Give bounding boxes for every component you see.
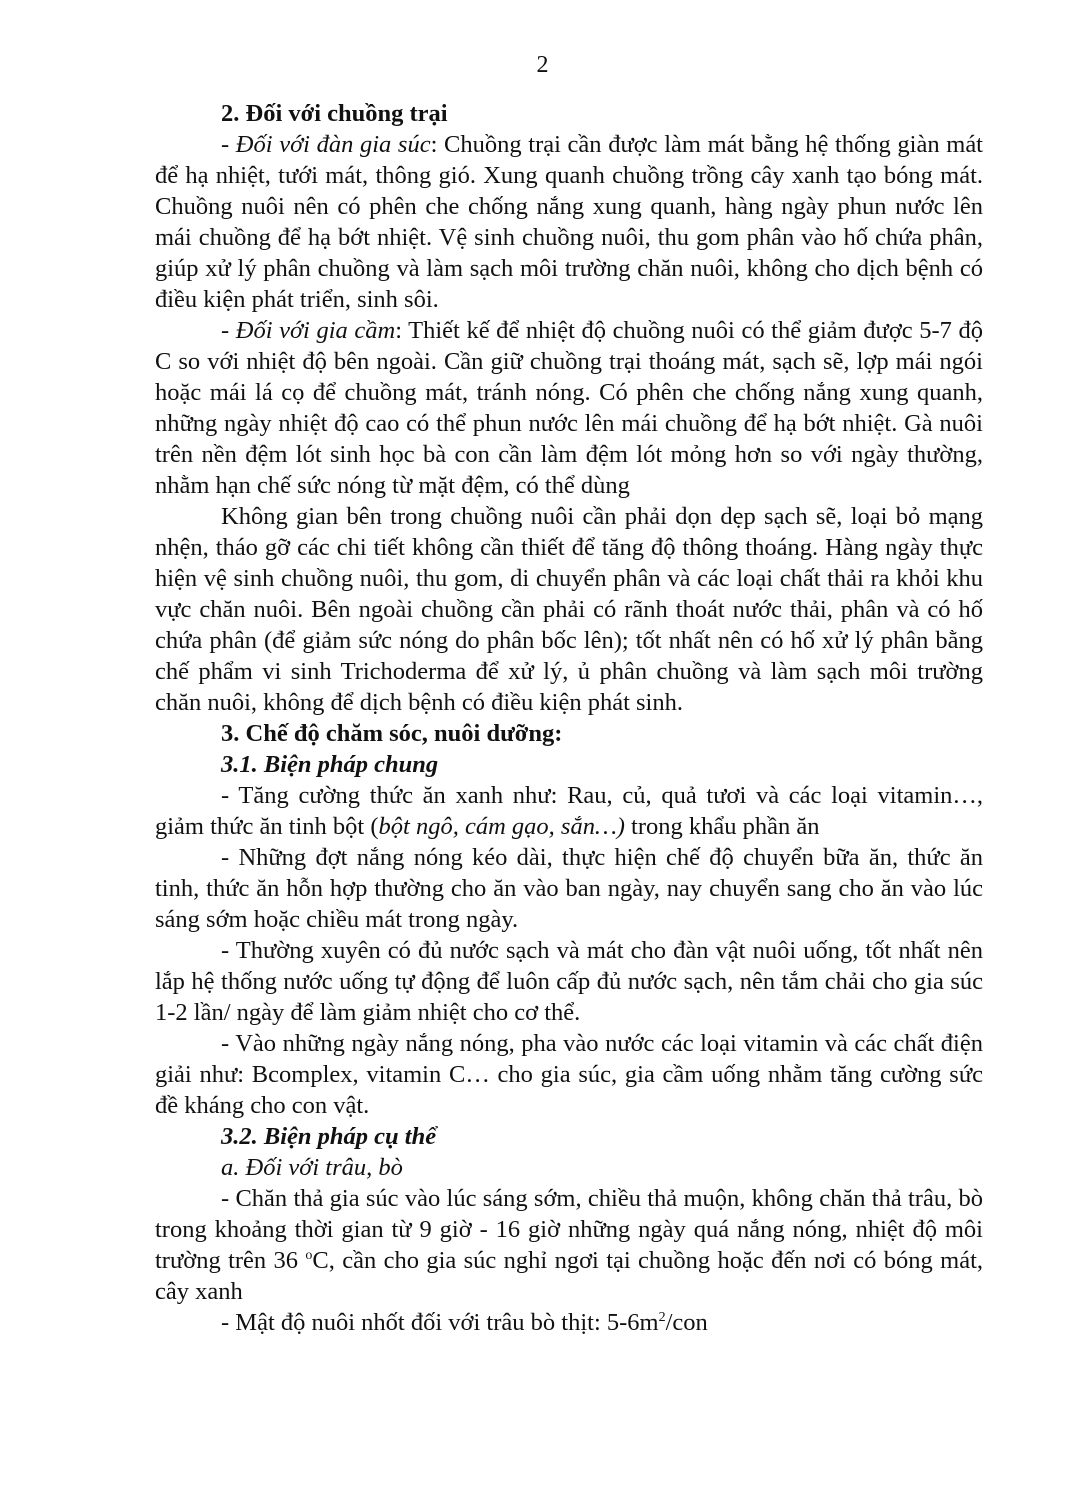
- livestock-paragraph: [155, 129, 983, 315]
- general-item-vitamins: - Vào những ngày nắng nóng, pha vào nước các loại vitamin và các chất điện giải như: Bcomplex, vitamin C… cho gia súc, gia cầm uống nhằm tăng cường sức đề kháng cho con vật.: [155, 1030, 983, 1119]
- square-mark: 2: [658, 1309, 666, 1325]
- livestock-lead: - Đối với đàn gia súc: [221, 131, 431, 158]
- general-item-feed-text: - Tăng cường thức ăn xanh như: Rau, củ, quả tươi và các loại vitamin…, giảm thức ăn tinh bột (: [155, 782, 983, 840]
- degree-mark: o: [305, 1247, 313, 1263]
- general-measures-heading: 3.1. Biện pháp chung: [221, 751, 439, 778]
- section-2-heading: 2. Đối với chuồng trại: [221, 100, 448, 127]
- cattle-item-grazing: [155, 1183, 983, 1307]
- general-item-feed-tail: trong khẩu phần ăn: [624, 813, 820, 840]
- barn-space-paragraph: Không gian bên trong chuồng nuôi cần phải dọn dẹp sạch sẽ, loại bỏ mạng nhện, tháo gỡ các chi tiết không cần thiết để tăng độ thông thoáng. Hàng ngày thực hiện vệ sinh chuồng nuôi, thu gom, di chuyển phân và các loại chất thải ra khỏi khu vực chăn nuôi. Bên ngoài chuồng cần phải có rãnh thoát nước thải, phân và có hố chứa phân (để giảm sức nóng do phân bốc lên); tốt nhất nên có hố xử lý phân bằng chế phẩm vi sinh Trichoderma để xử lý, ủ phân chuồng và làm sạch môi trường chăn nuôi, không để dịch bệnh có điều kiện phát sinh.: [155, 503, 983, 716]
- poultry-lead: - Đối với gia cầm: [221, 317, 396, 344]
- general-item-feed-examples: bột ngô, cám gạo, sắn…): [378, 813, 625, 840]
- general-item-water: - Thường xuyên có đủ nước sạch và mát cho đàn vật nuôi uống, tốt nhất nên lắp hệ thống nước uống tự động để luôn cấp đủ nước sạch, nên tắm chải cho gia súc 1-2 lần/ ngày để làm giảm nhiệt cho cơ thể.: [155, 937, 983, 1026]
- general-item-meals: - Những đợt nắng nóng kéo dài, thực hiện chế độ chuyển bữa ăn, thức ăn tinh, thức ăn hỗn hợp thường cho ăn vào ban ngày, nay chuyển sang cho ăn vào lúc sáng sớm hoặc chiều mát trong ngày.: [155, 844, 983, 933]
- page-number: 2: [536, 52, 549, 78]
- cattle-heading: a. Đối với trâu, bò: [221, 1154, 403, 1181]
- cattle-item-density-text: - Mật độ nuôi nhốt đối với trâu bò thịt: 5-6m: [221, 1309, 659, 1336]
- cattle-item-density-tail: /con: [665, 1309, 708, 1336]
- cattle-item-grazing-tail: C, cần cho gia súc nghỉ ngơi tại chuồng hoặc đến nơi có bóng mát, cây xanh: [155, 1247, 983, 1305]
- poultry-paragraph: [155, 315, 983, 501]
- document-body: [155, 98, 983, 1338]
- general-item-feed: [155, 780, 983, 842]
- section-3-heading: 3. Chế độ chăm sóc, nuôi dưỡng:: [221, 720, 563, 747]
- livestock-text: : Chuồng trại cần được làm mát bằng hệ thống giàn mát để hạ nhiệt, tưới mát, thông gió. Xung quanh chuồng trồng cây xanh tạo bóng mát. Chuồng nuôi nên có phên che chống nắng xung quanh, hàng ngày phun nước lên mái chuồng để hạ bớt nhiệt. Vệ sinh chuồng nuôi, thu gom phân vào hố chứa phân, giúp xử lý phân chuồng và làm sạch môi trường chăn nuôi, không cho dịch bệnh có điều kiện phát triển, sinh sôi.: [155, 131, 983, 313]
- cattle-item-grazing-text: - Chăn thả gia súc vào lúc sáng sớm, chiều thả muộn, không chăn thả trâu, bò trong khoảng thời gian từ 9 giờ - 16 giờ những ngày quá nắng nóng, nhiệt độ môi trường trên 36: [155, 1185, 983, 1274]
- poultry-text: : Thiết kế để nhiệt độ chuồng nuôi có thể giảm được 5-7 độ C so với nhiệt độ bên ngoài. Cần giữ chuồng trại thoáng mát, sạch sẽ, lợp mái ngói hoặc mái lá cọ để chuồng mát, tránh nóng. Có phên che chống nắng xung quanh, những ngày nhiệt độ cao có thể phun nước lên mái chuồng để hạ bớt nhiệt. Gà nuôi trên nền đệm lót sinh học bà con cần làm đệm lót mỏng hơn so với ngày thường, nhằm hạn chế sức nóng từ mặt đệm, có thể dùng: [155, 317, 984, 499]
- specific-measures-heading: 3.2. Biện pháp cụ thể: [221, 1123, 437, 1150]
- cattle-item-density: [155, 1307, 983, 1338]
